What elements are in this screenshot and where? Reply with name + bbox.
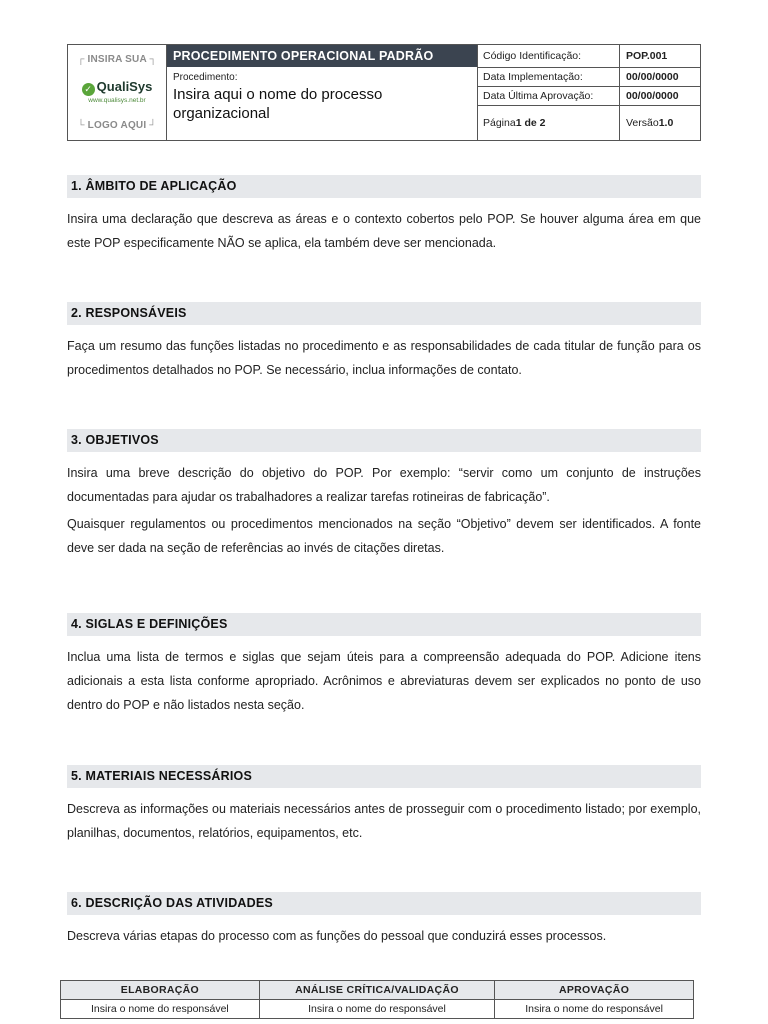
document-title: PROCEDIMENTO OPERACIONAL PADRÃO (167, 45, 477, 67)
logo-placeholder (68, 45, 167, 140)
section-scope (67, 175, 701, 255)
section-activities (67, 892, 701, 948)
page-number: Página 1 de 2 (478, 106, 620, 140)
signature-header-row (61, 981, 694, 1000)
signature-header-approval: APROVAÇÃO (495, 981, 694, 1000)
section-heading: 4. SIGLAS E DEFINIÇÕES (67, 613, 701, 636)
section-heading: 1. ÂMBITO DE APLICAÇÃO (67, 175, 701, 198)
section-responsibles (67, 302, 701, 382)
section-heading: 2. RESPONSÁVEIS (67, 302, 701, 325)
signature-header-validation: ANÁLISE CRÍTICA/VALIDAÇÃO (259, 981, 494, 1000)
section-heading: 6. DESCRIÇÃO DAS ATIVIDADES (67, 892, 701, 915)
info-row-implementation (478, 68, 700, 87)
info-row-approval (478, 87, 700, 106)
title-cell (167, 45, 478, 140)
section-materials (67, 765, 701, 845)
section-paragraph: Insira uma breve descrição do objetivo do POP. Por exemplo: “servir como um conjunto de instruções documentadas para ajudar os trabalhadores a realizar tarefas rotineiras de fabricação”. (67, 466, 701, 504)
signature-table (60, 980, 694, 1019)
section-paragraph: Insira uma declaração que descreva as áreas e o contexto cobertos pelo POP. Se houver alguma área em que este POP especificamente NÃO se aplica, ela também deve ser mencionada. (67, 212, 701, 250)
code-label: Código Identificação: (478, 45, 620, 67)
procedure-label: Procedimento: (173, 72, 238, 83)
check-logo-icon: ✓ (82, 83, 95, 96)
section-paragraph: Descreva as informações ou materiais necessários antes de prosseguir com o procedimento listado; por exemplo, planilhas, documentos, relatórios, equipamentos, etc. (67, 802, 701, 840)
approval-label: Data Última Aprovação: (478, 87, 620, 105)
code-value: POP.001 (626, 50, 668, 62)
logo-top-caption: ┌ INSIRA SUA ┐ (77, 54, 157, 65)
implementation-label: Data Implementação: (478, 68, 620, 86)
section-acronyms (67, 613, 701, 717)
logo-bottom-caption: └ LOGO AQUI ┘ (77, 120, 157, 131)
section-heading: 3. OBJETIVOS (67, 429, 701, 452)
logo-url: www.qualisys.net.br (88, 97, 146, 104)
signature-header-elaboration: ELABORAÇÃO (61, 981, 260, 1000)
version: Versão 1.0 (626, 117, 674, 129)
signature-name-elaboration: Insira o nome do responsável (61, 1000, 260, 1019)
section-paragraph: Descreva várias etapas do processo com as funções do pessoal que conduzirá esses processos. (67, 929, 607, 943)
qualisys-logo: ✓ QualiSys www.qualisys.net.br (68, 78, 166, 104)
document-header (67, 44, 701, 141)
section-paragraph: Faça um resumo das funções listadas no procedimento e as responsabilidades de cada titular de função para os procedimentos detalhados no POP. Se necessário, inclua informações de contato. (67, 339, 701, 377)
info-row-code (478, 45, 700, 68)
signature-value-row (61, 1000, 694, 1019)
implementation-value: 00/00/0000 (626, 71, 679, 83)
procedure-name: Insira aqui o nome do processo organizacional (173, 86, 383, 122)
document-info (478, 45, 700, 140)
section-objectives (67, 429, 701, 560)
section-paragraph: Inclua uma lista de termos e siglas que sejam úteis para a compreensão adequada do POP. Adicione itens adicionais a esta lista conforme apropriado. Acrônimos e abreviaturas devem ser explicados no ponto de uso dentro do POP e não listados nesta seção. (67, 650, 701, 712)
signature-name-validation: Insira o nome do responsável (259, 1000, 494, 1019)
section-paragraph: Quaisquer regulamentos ou procedimentos mencionados na seção “Objetivo” devem ser identificados. A fonte deve ser dada na seção de referências ao invés de citações diretas. (67, 517, 701, 555)
info-row-page-version (478, 106, 700, 140)
signature-name-approval: Insira o nome do responsável (495, 1000, 694, 1019)
approval-value: 00/00/0000 (626, 90, 679, 102)
section-heading: 5. MATERIAIS NECESSÁRIOS (67, 765, 701, 788)
